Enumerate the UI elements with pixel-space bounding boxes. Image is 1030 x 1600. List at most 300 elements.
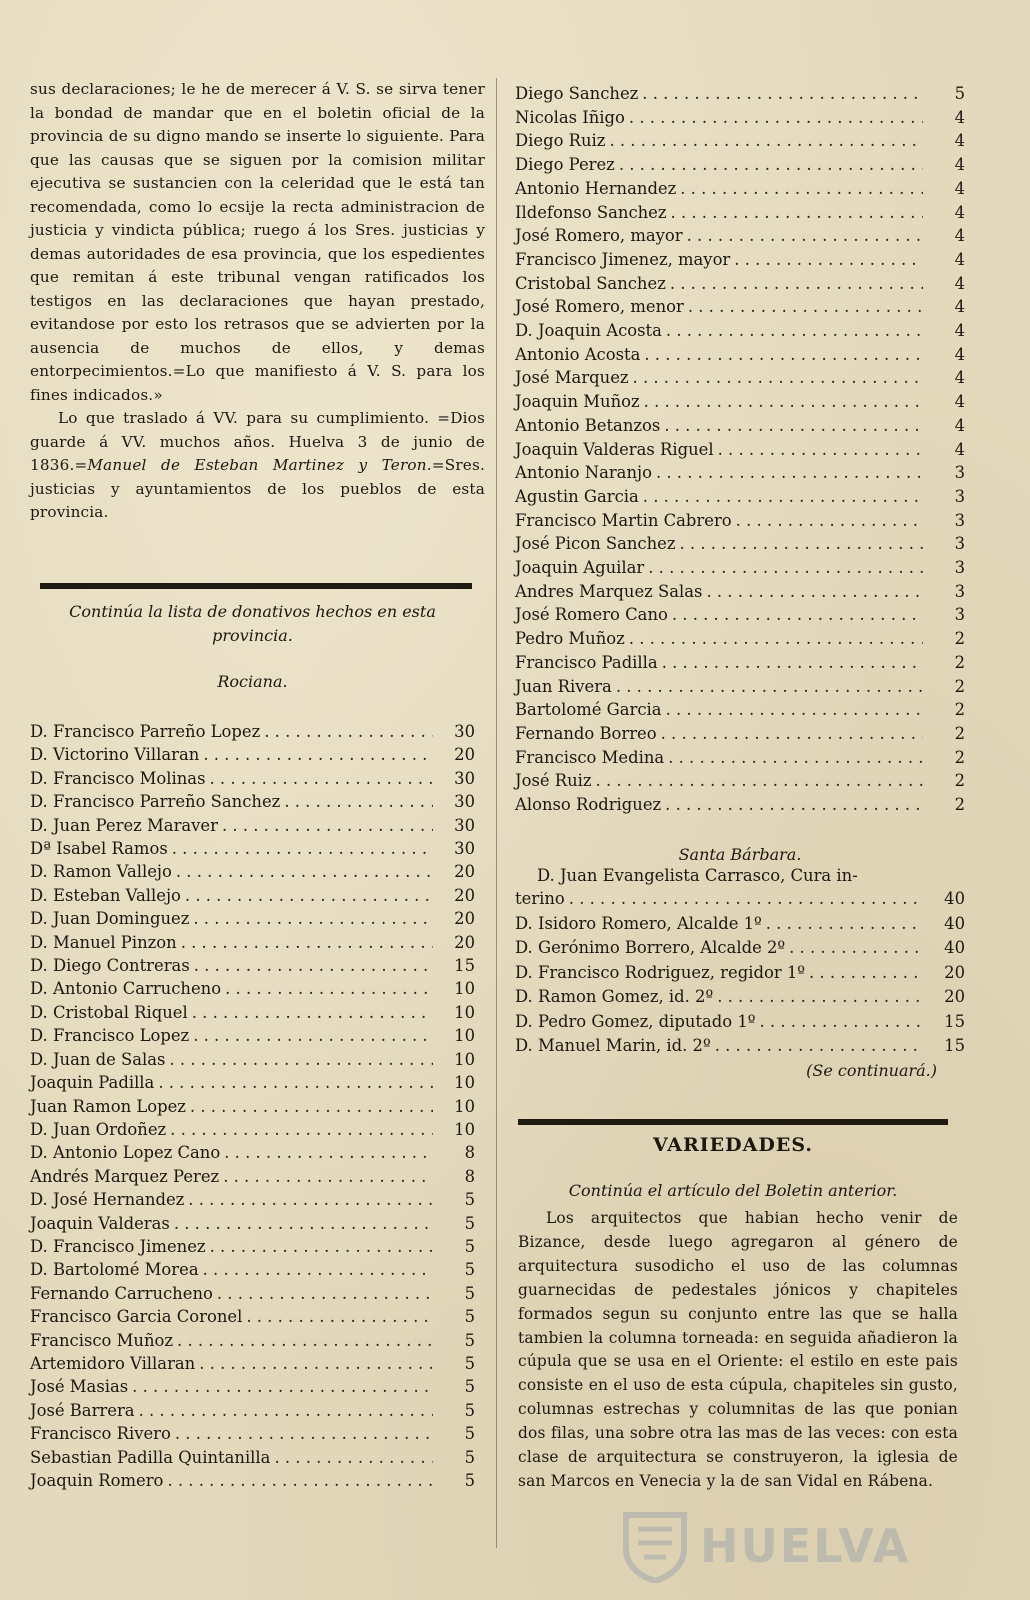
leader-dots — [158, 1071, 433, 1094]
donor-name: Nicolas Iñigo — [515, 107, 625, 127]
donation-amount: 2 — [954, 652, 965, 672]
leader-dots — [246, 1305, 433, 1328]
leader-dots — [619, 153, 923, 177]
list-item — [515, 627, 965, 651]
list-item — [30, 1469, 475, 1492]
donor-name: Andrés Marquez Perez — [30, 1166, 220, 1186]
donor-name: José Romero Cano — [515, 605, 668, 625]
donor-name: Francisco Padilla — [515, 652, 658, 672]
leader-dots — [203, 1258, 433, 1281]
donor-name: José Romero, menor — [515, 297, 684, 317]
list-item — [30, 1305, 475, 1328]
leader-dots — [644, 390, 923, 414]
list-item — [515, 746, 965, 770]
list-item — [515, 201, 965, 225]
donation-amount: 30 — [454, 722, 475, 741]
donor-name: D. Manuel Marin, id. 2º — [515, 1036, 711, 1056]
donation-amount: 4 — [954, 155, 965, 175]
donation-amount: 5 — [464, 1330, 475, 1350]
donation-amount: 4 — [954, 249, 965, 269]
leader-dots — [656, 461, 923, 485]
donation-amount: 4 — [954, 273, 965, 293]
donor-name: José Masias — [30, 1377, 129, 1397]
donor-name: D. Francisco Molinas — [30, 768, 206, 788]
list-item — [515, 272, 965, 296]
donation-amount: 2 — [954, 700, 965, 720]
leader-dots — [192, 1001, 433, 1024]
variedades-subtitle: Continúa el artículo del Boletin anterior. — [568, 1181, 898, 1200]
leader-dots — [169, 1048, 433, 1071]
list-item — [515, 936, 965, 961]
leader-dots — [139, 1399, 433, 1422]
donor-name: Joaquin Muñoz — [515, 392, 640, 412]
donor-name: Artemidoro Villaran — [30, 1353, 196, 1373]
donor-name: Francisco Muñoz — [30, 1330, 174, 1350]
list-item — [515, 224, 965, 248]
donor-name: Alonso Rodriguez — [515, 795, 662, 815]
list-item — [30, 884, 475, 907]
list-item — [30, 907, 475, 930]
leader-dots — [190, 1095, 433, 1118]
leader-dots — [680, 177, 923, 201]
donor-name: D. Juan Ordoñez — [30, 1119, 167, 1139]
leader-dots — [629, 106, 923, 130]
donation-amount: 20 — [944, 987, 965, 1007]
list-item — [515, 414, 965, 438]
donor-name: Bartolomé Garcia — [515, 700, 662, 720]
leader-dots — [616, 675, 923, 699]
rociana-continued-list — [515, 82, 965, 817]
section-rule-right — [518, 1119, 948, 1125]
list-item — [30, 1165, 475, 1188]
donation-amount: 30 — [454, 792, 475, 812]
list-item — [30, 1141, 475, 1164]
leader-dots — [671, 201, 923, 225]
donation-amount: 20 — [944, 962, 965, 982]
santa-barbara-first-line: D. Juan Evangelista Carrasco, Cura in- — [537, 865, 858, 885]
donation-amount: 4 — [954, 344, 965, 364]
donor-name: Diego Ruiz — [515, 131, 606, 151]
list-item — [515, 106, 965, 130]
donor-name: D. Pedro Gomez, diputado 1º — [515, 1011, 756, 1031]
list-item — [515, 153, 965, 177]
donor-name: D. Francisco Parreño Sanchez — [30, 792, 281, 812]
leader-dots — [177, 1329, 433, 1352]
donation-amount: 10 — [454, 1073, 475, 1093]
donor-name: D. Francisco Rodriguez, regidor 1º — [515, 962, 805, 982]
leader-dots — [193, 1024, 433, 1047]
list-item — [515, 532, 965, 556]
donation-amount: 30 — [454, 839, 475, 859]
leader-dots — [643, 485, 923, 509]
leader-dots — [199, 1352, 433, 1375]
donation-amount: 10 — [454, 1049, 475, 1069]
list-item — [30, 1258, 475, 1281]
donor-name: Diego Sanchez — [515, 84, 639, 103]
donor-name: Pedro Muñoz — [515, 629, 625, 649]
donation-amount: 2 — [954, 795, 965, 815]
continuara-note: (Se continuará.) — [806, 1060, 937, 1080]
donation-amount: 4 — [954, 415, 965, 435]
donation-amount: 4 — [954, 368, 965, 388]
donation-amount: 2 — [954, 747, 965, 767]
donation-amount: 8 — [464, 1166, 475, 1186]
donor-name: D. Juan de Salas — [30, 1049, 166, 1069]
donor-name: Dª Isabel Ramos — [30, 839, 168, 859]
donation-amount: 4 — [954, 178, 965, 198]
donation-amount: 10 — [454, 1119, 475, 1139]
list-item — [515, 985, 965, 1010]
donor-name: Agustin Garcia — [515, 486, 639, 506]
donation-amount: 2 — [954, 676, 965, 696]
leader-dots — [193, 907, 433, 930]
list-item — [515, 390, 965, 414]
donation-amount: 5 — [464, 1213, 475, 1233]
section-rule-left — [40, 583, 472, 589]
leader-dots — [629, 627, 923, 651]
leader-dots — [223, 1165, 433, 1188]
leader-dots — [609, 129, 923, 153]
donor-name: Joaquin Aguilar — [515, 558, 645, 578]
donation-amount: 10 — [454, 1002, 475, 1022]
donativos-heading-block — [30, 600, 475, 648]
list-item — [30, 1446, 475, 1469]
donor-name: D. Victorino Villaran — [30, 745, 200, 765]
donor-name: D. Ramon Vallejo — [30, 862, 172, 882]
leader-dots — [759, 1010, 923, 1035]
donor-name: D. Ramon Gomez, id. 2º — [515, 987, 714, 1007]
list-item — [30, 1235, 475, 1258]
donation-amount: 30 — [454, 768, 475, 788]
list-item — [515, 177, 965, 201]
donation-amount: 15 — [944, 1011, 965, 1031]
leader-dots — [789, 936, 923, 961]
list-item — [515, 1010, 965, 1035]
donation-amount: 5 — [464, 1424, 475, 1444]
leader-dots — [672, 603, 923, 627]
donation-amount: 4 — [954, 321, 965, 341]
donor-name: Francisco Medina — [515, 747, 665, 767]
intro-paragraph: sus declaraciones; le he de merecer á V. S. se sirva tener la bondad de mandar que en el boletin oficial de la provincia de su digno mando se inserte lo siguiente. Para que las causas que se siguen por la comision militar ejecutiva se sustancien con la celeridad que le está tan recomendada, como lo ecsije la recta administracion de justicia y vindicta pública; ruego á los Sres. justicias y demas autoridades de esa provincia, que los espedientes que remitan á este tribunal vengan ratificados los testigos en las declaraciones que hayan prestado, evitandose por esto los retrasos que se advierten por la ausencia de muchos de ellos, y demas entorpecimientos.=Lo que manifiesto á V. S. para los fines indicados.» — [30, 80, 485, 404]
list-item — [515, 769, 965, 793]
donor-name: D. Bartolomé Morea — [30, 1260, 199, 1280]
list-item — [30, 954, 475, 977]
leader-dots — [668, 746, 923, 770]
donation-amount: 5 — [954, 84, 965, 103]
list-item — [515, 675, 965, 699]
list-item — [515, 793, 965, 817]
leader-dots — [188, 1188, 433, 1211]
donor-name: Ildefonso Sanchez — [515, 202, 667, 222]
donor-name: José Barrera — [30, 1400, 135, 1420]
donation-amount: 20 — [454, 885, 475, 905]
leader-dots — [662, 651, 923, 675]
list-item — [30, 720, 475, 743]
leader-dots — [766, 912, 923, 937]
leader-dots — [734, 248, 923, 272]
list-item — [515, 366, 965, 390]
donor-name: Andres Marquez Salas — [515, 581, 703, 601]
donor-name: Joaquin Valderas — [30, 1213, 170, 1233]
leader-dots — [633, 366, 923, 390]
list-item — [515, 461, 965, 485]
donation-amount: 5 — [464, 1236, 475, 1256]
donation-amount: 15 — [944, 1036, 965, 1056]
donation-amount: 5 — [464, 1283, 475, 1303]
leader-dots — [170, 1118, 433, 1141]
list-item — [30, 977, 475, 1000]
donor-name: Diego Perez — [515, 155, 615, 175]
donation-amount: 5 — [464, 1307, 475, 1327]
donor-name: Joaquin Padilla — [30, 1073, 155, 1093]
donation-amount: 10 — [454, 1026, 475, 1046]
leader-dots — [194, 954, 433, 977]
list-item — [515, 438, 965, 462]
donation-amount: 3 — [954, 558, 965, 578]
donation-amount: 10 — [454, 979, 475, 999]
leader-dots — [664, 414, 923, 438]
donor-name: D. Francisco Lopez — [30, 1026, 190, 1046]
donation-amount: 20 — [454, 932, 475, 952]
huelva-watermark — [620, 1506, 980, 1586]
list-item — [30, 1188, 475, 1211]
donation-amount: 3 — [954, 463, 965, 483]
rociana-heading-block — [30, 672, 475, 691]
donor-name: terino — [515, 889, 565, 909]
donation-amount: 3 — [954, 534, 965, 554]
donor-name: José Romero, mayor — [515, 226, 683, 246]
list-item — [515, 248, 965, 272]
donor-name: Antonio Betanzos — [515, 415, 661, 435]
donor-name: Francisco Rivero — [30, 1424, 171, 1444]
closing-signature: Manuel de Esteban Martinez y Teron. — [87, 456, 432, 474]
donor-name: D. Francisco Parreño Lopez — [30, 722, 261, 741]
donor-name: Francisco Garcia Coronel — [30, 1307, 243, 1327]
leader-dots — [644, 343, 923, 367]
list-item — [30, 814, 475, 837]
leader-dots — [167, 1469, 433, 1492]
donation-amount: 40 — [944, 889, 965, 909]
leader-dots — [736, 509, 923, 533]
list-item — [30, 1001, 475, 1024]
leader-dots — [225, 977, 433, 1000]
list-item — [515, 698, 965, 722]
rociana-heading: Rociana. — [217, 672, 288, 691]
donation-amount: 2 — [954, 723, 965, 743]
leader-dots — [185, 884, 433, 907]
donation-amount: 20 — [454, 745, 475, 765]
donor-name: D. Juan Perez Maraver — [30, 815, 218, 835]
list-item — [515, 295, 965, 319]
donation-amount: 5 — [464, 1471, 475, 1490]
list-item — [30, 1375, 475, 1398]
closing-paragraph — [30, 407, 485, 525]
list-item — [515, 961, 965, 986]
list-item — [515, 319, 965, 343]
donation-amount: 30 — [454, 815, 475, 835]
leader-dots — [222, 814, 433, 837]
list-item — [515, 343, 965, 367]
shield-icon — [620, 1509, 690, 1583]
santa-barbara-heading: Santa Bárbara. — [678, 844, 802, 864]
leader-dots — [718, 438, 923, 462]
donation-amount: 4 — [954, 297, 965, 317]
list-item — [30, 743, 475, 766]
list-item — [30, 1399, 475, 1422]
left-column — [30, 78, 485, 525]
list-item — [30, 931, 475, 954]
leader-dots — [661, 722, 923, 746]
list-item — [30, 1422, 475, 1445]
donor-name: Antonio Naranjo — [515, 463, 652, 483]
donor-name: D. Juan Dominguez — [30, 909, 190, 929]
leader-dots — [181, 931, 433, 954]
donation-amount: 5 — [464, 1377, 475, 1397]
list-item — [515, 129, 965, 153]
leader-dots — [224, 1141, 433, 1164]
closing-text-a: Lo que traslado á VV. para su cumplimiento. =Dios guarde á VV. muchos años. Huelva 3 de junio de 1836.= — [30, 409, 485, 474]
list-item — [30, 1095, 475, 1118]
leader-dots — [666, 319, 923, 343]
donor-name: D. Manuel Pinzon — [30, 932, 177, 952]
leader-dots — [175, 1422, 433, 1445]
list-item — [30, 1352, 475, 1375]
donor-name: Antonio Hernandez — [515, 178, 677, 198]
donor-name: Joaquin Valderas Riguel — [515, 439, 714, 459]
donor-name: Francisco Martin Cabrero — [515, 510, 732, 530]
leader-dots — [809, 961, 923, 986]
leader-dots — [569, 887, 923, 912]
list-item — [515, 887, 965, 912]
donor-name: D. José Hernandez — [30, 1190, 185, 1210]
donor-name: Joaquin Romero — [30, 1471, 164, 1490]
donor-name: D. Gerónimo Borrero, Alcalde 2º — [515, 938, 786, 958]
list-item — [30, 1212, 475, 1235]
list-item — [30, 1024, 475, 1047]
watermark-text: HUELVA — [700, 1519, 911, 1573]
donor-name: Fernando Carrucheno — [30, 1283, 213, 1303]
donativos-heading: Continúa la lista de donativos hechos en esta provincia. — [69, 602, 436, 645]
leader-dots — [210, 1235, 433, 1258]
list-item — [515, 603, 965, 627]
donation-amount: 4 — [954, 439, 965, 459]
donation-amount: 4 — [954, 131, 965, 151]
closing-text-b: =Sres. justicias y ayuntamientos de los pueblos de esta provincia. — [30, 456, 485, 521]
leader-dots — [665, 793, 923, 817]
leader-dots — [670, 272, 923, 296]
list-item — [30, 837, 475, 860]
column-divider — [496, 78, 497, 1548]
santa-barbara-list — [515, 887, 965, 1059]
leader-dots — [172, 837, 433, 860]
leader-dots — [687, 224, 923, 248]
donor-name: José Marquez — [515, 368, 629, 388]
list-item — [515, 651, 965, 675]
donor-name: D. Cristobal Riquel — [30, 1002, 188, 1022]
donation-amount: 4 — [954, 226, 965, 246]
donation-amount: 4 — [954, 202, 965, 222]
donation-amount: 10 — [454, 1096, 475, 1116]
donation-amount: 2 — [954, 629, 965, 649]
donation-amount: 5 — [464, 1260, 475, 1280]
donor-name: D. Antonio Lopez Cano — [30, 1143, 221, 1163]
list-item — [30, 1329, 475, 1352]
donation-amount: 40 — [944, 938, 965, 958]
list-item — [515, 1034, 965, 1059]
list-item — [30, 790, 475, 813]
variedades-body — [518, 1207, 958, 1494]
donor-name: D. Joaquin Acosta — [515, 321, 662, 341]
variedades-title: VARIEDADES. — [652, 1134, 813, 1156]
list-item — [30, 1048, 475, 1071]
donation-amount: 5 — [464, 1190, 475, 1210]
donation-amount: 5 — [464, 1353, 475, 1373]
donor-name: D. Isidoro Romero, Alcalde 1º — [515, 913, 762, 933]
donor-name: D. Esteban Vallejo — [30, 885, 181, 905]
donor-name: D. Antonio Carrucheno — [30, 979, 222, 999]
leader-dots — [176, 860, 433, 883]
donor-name: Sebastian Padilla Quintanilla — [30, 1447, 271, 1467]
donation-amount: 5 — [464, 1447, 475, 1467]
list-item — [515, 556, 965, 580]
donation-amount: 8 — [464, 1143, 475, 1163]
variedades-paragraph: Los arquitectos que habian hecho venir de Bizance, desde luego agregaron al género de arquitectura susodicho el uso de las columnas guarnecidas de pedestales jónicos y chapiteles formados segun su conjunto entre las que se halla tambien la columna torneada: en seguida añadieron la cúpula que se usa en el Oriente: el estilo en este pais consiste en el uso de esta cúpula, chapiteles sin gusto, columnas estrechas y columnitas de las que ponian dos filas, una sobre otra las mas de las veces: con esta clase de arquitectura se construyeron, la iglesia de san Marcos en Venecia y la de san Vidal en Rábena. — [518, 1209, 958, 1490]
list-item — [515, 580, 965, 604]
leader-dots — [715, 1034, 923, 1059]
leader-dots — [203, 743, 433, 766]
leader-dots — [596, 769, 923, 793]
leader-dots — [174, 1212, 433, 1235]
donor-name: D. Francisco Jimenez — [30, 1236, 206, 1256]
donation-amount: 3 — [954, 486, 965, 506]
leader-dots — [209, 767, 433, 790]
list-item — [515, 912, 965, 937]
donation-amount: 5 — [464, 1400, 475, 1420]
leader-dots — [648, 556, 923, 580]
donor-name: D. Diego Contreras — [30, 956, 190, 976]
donor-name: Juan Rivera — [515, 676, 612, 696]
list-item — [515, 82, 965, 106]
list-item — [30, 1282, 475, 1305]
donation-amount: 4 — [954, 107, 965, 127]
leader-dots — [706, 580, 923, 604]
list-item — [515, 722, 965, 746]
list-item — [515, 485, 965, 509]
donor-name: Fernando Borreo — [515, 723, 657, 743]
leader-dots — [642, 82, 923, 106]
donation-amount: 40 — [944, 913, 965, 933]
leader-dots — [284, 790, 433, 813]
donor-name: Antonio Acosta — [515, 344, 641, 364]
donor-name: Juan Ramon Lopez — [30, 1096, 186, 1116]
leader-dots — [274, 1446, 433, 1469]
list-item — [30, 1071, 475, 1094]
list-item — [30, 860, 475, 883]
donor-name: Francisco Jimenez, mayor — [515, 249, 731, 269]
leader-dots — [217, 1282, 433, 1305]
donation-amount: 4 — [954, 392, 965, 412]
list-item — [30, 1118, 475, 1141]
leader-dots — [688, 295, 923, 319]
donation-amount: 3 — [954, 605, 965, 625]
donation-amount: 20 — [454, 862, 475, 882]
donation-amount: 3 — [954, 510, 965, 530]
list-item — [515, 509, 965, 533]
donation-amount: 3 — [954, 581, 965, 601]
rociana-list — [30, 720, 475, 1492]
leader-dots — [717, 985, 923, 1010]
donor-name: José Picon Sanchez — [515, 534, 676, 554]
